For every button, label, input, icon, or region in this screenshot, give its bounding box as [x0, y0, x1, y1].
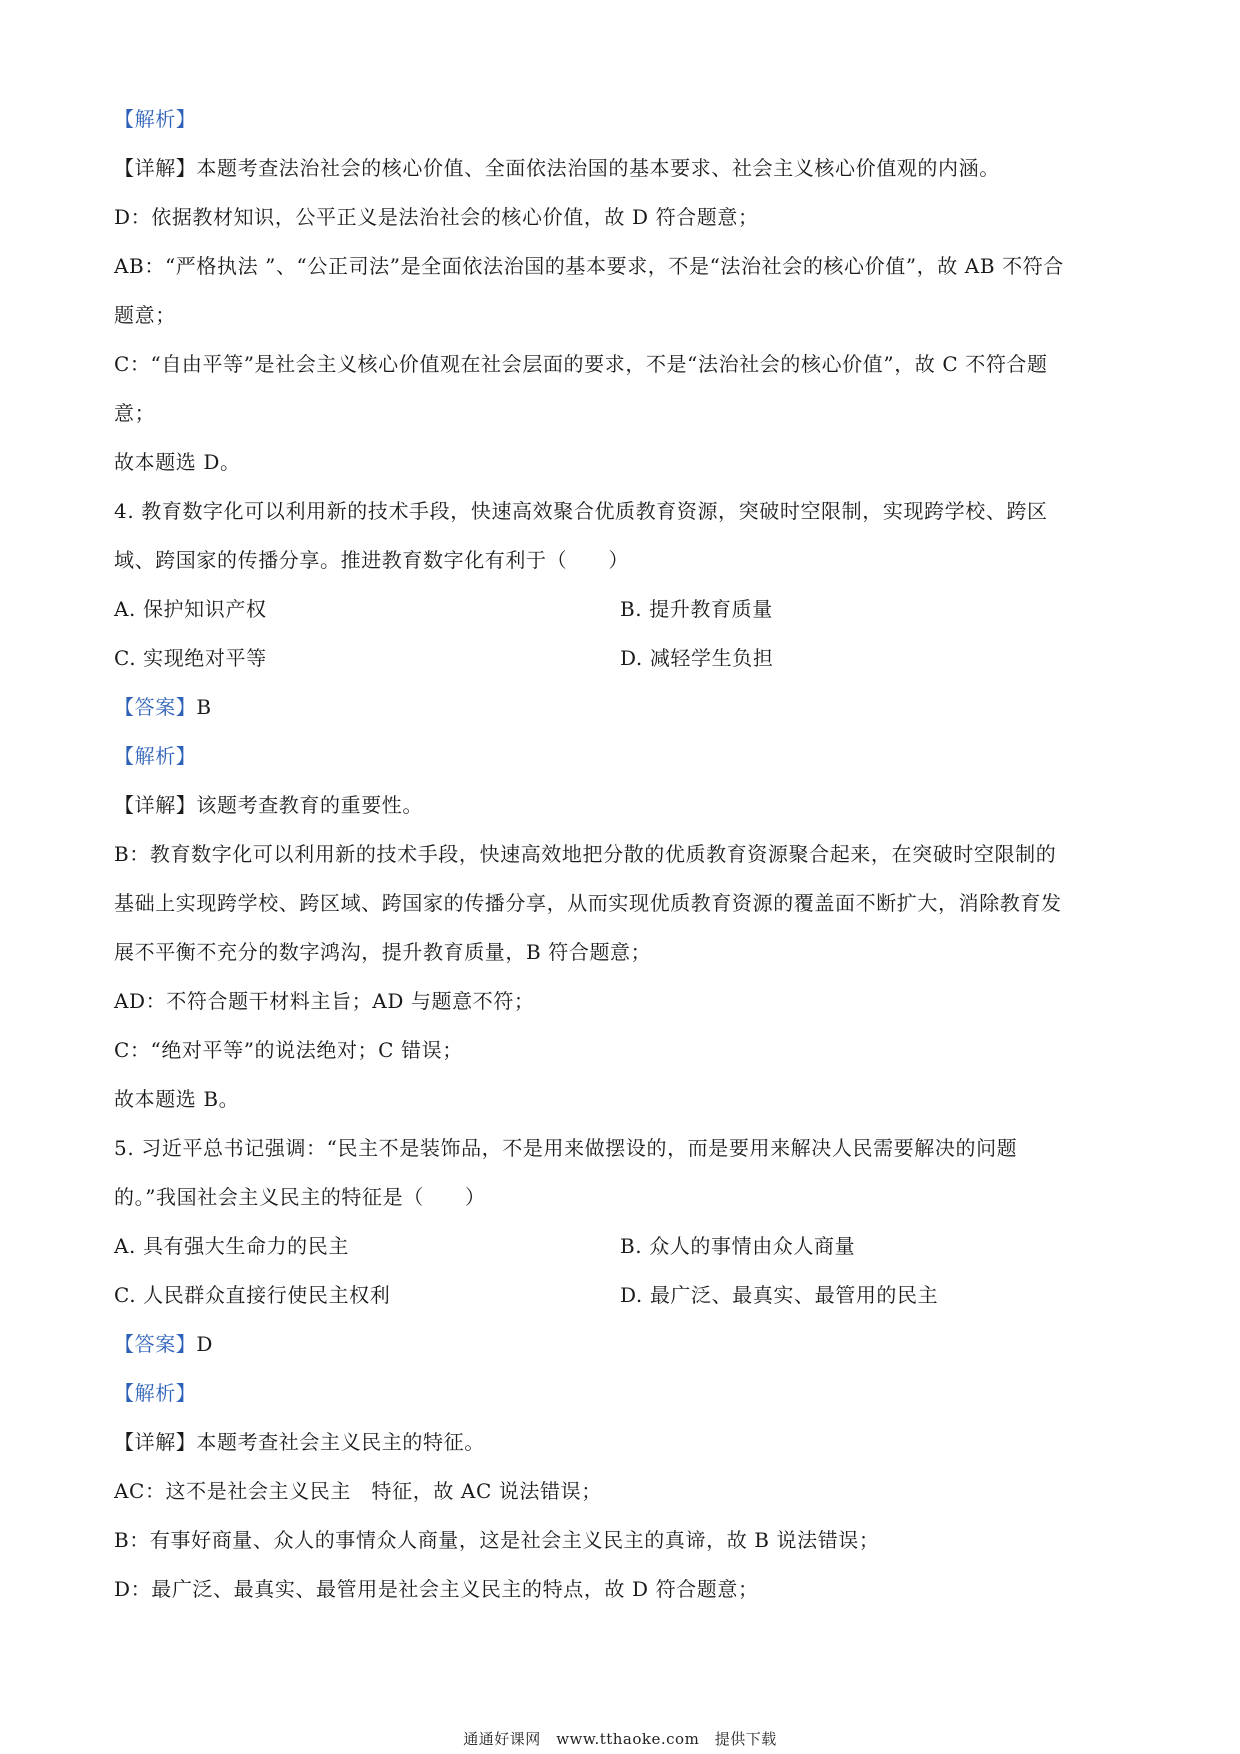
detail-text: 本题考查社会主义民主的特征。 — [196, 1430, 485, 1454]
detail-text: 本题考查法治社会的核心价值、全面依法治国的基本要求、社会主义核心价值观的内涵。 — [196, 156, 1000, 180]
detail-line — [114, 155, 1000, 181]
explanation-line: AD：不符合题干材料主旨；AD 与题意不符； — [114, 989, 535, 1013]
analysis-tag: 【解析】 — [114, 1381, 197, 1405]
explanation-line: D：最广泛、最真实、最管用是社会主义民主的特点，故 D 符合题意； — [114, 1577, 759, 1601]
option-c: C. 实现绝对平等 — [114, 646, 267, 670]
explanation-line: 基础上实现跨学校、跨区域、跨国家的传播分享，从而实现优质教育资源的覆盖面不断扩大，消除教育发 — [114, 891, 1062, 915]
option-a: A. 保护知识产权 — [114, 597, 267, 621]
answer-tag: 【答案】 — [114, 1332, 197, 1356]
answer-tag: 【答案】 — [114, 695, 197, 719]
explanation-line: B：教育数字化可以利用新的技术手段，快速高效地把分散的优质教育资源聚合起来，在突破时空限制的 — [114, 842, 1057, 866]
option-b: B. 提升教育质量 — [620, 597, 773, 621]
explanation-line: 题意； — [114, 303, 176, 327]
answer-line — [114, 1331, 213, 1357]
answer-line — [114, 694, 212, 720]
explanation-line: C：“自由平等”是社会主义核心价值观在社会层面的要求，不是“法治社会的核心价值”，故 C 不符合题 — [114, 352, 1048, 376]
page-footer: 通通好课网 www.tthaoke.com 提供下载 — [463, 1730, 777, 1748]
answer-value: B — [196, 695, 212, 719]
explanation-line: C：“绝对平等”的说法绝对；C 错误； — [114, 1038, 463, 1062]
option-d: D. 减轻学生负担 — [620, 646, 774, 670]
conclusion-line: 故本题选 B。 — [114, 1087, 240, 1111]
analysis-tag: 【解析】 — [114, 744, 197, 768]
detail-tag: 【详解】 — [114, 1430, 197, 1454]
detail-line — [114, 1429, 485, 1455]
explanation-line: AB：“严格执法 ”、“公正司法”是全面依法治国的基本要求，不是“法治社会的核心价值”，故 AB 不符合 — [114, 254, 1064, 278]
option-d: D. 最广泛、最真实、最管用的民主 — [620, 1283, 939, 1307]
answer-value: D — [196, 1332, 214, 1356]
detail-line — [114, 792, 423, 818]
option-b: B. 众人的事情由众人商量 — [620, 1234, 856, 1258]
detail-tag: 【详解】 — [114, 156, 197, 180]
question-stem: 域、跨国家的传播分享。推进教育数字化有利于（ ） — [114, 548, 629, 572]
option-c: C. 人民群众直接行使民主权利 — [114, 1283, 391, 1307]
detail-tag: 【详解】 — [114, 793, 197, 817]
detail-text: 该题考查教育的重要性。 — [196, 793, 424, 817]
explanation-line: D：依据教材知识，公平正义是法治社会的核心价值，故 D 符合题意； — [114, 205, 759, 229]
question-stem: 4. 教育数字化可以利用新的技术手段，快速高效聚合优质教育资源，突破时空限制，实现跨学校、跨区 — [114, 499, 1048, 523]
option-a: A. 具有强大生命力的民主 — [114, 1234, 349, 1258]
question-stem: 5. 习近平总书记强调：“民主不是装饰品，不是用来做摆设的，而是要用来解决人民需要解决的问题 — [114, 1136, 1018, 1160]
explanation-line: 意； — [114, 401, 156, 425]
explanation-line: B：有事好商量、众人的事情众人商量，这是社会主义民主的真谛，故 B 说法错误； — [114, 1528, 880, 1552]
conclusion-line: 故本题选 D。 — [114, 450, 241, 474]
analysis-tag: 【解析】 — [114, 107, 197, 131]
explanation-line: 展不平衡不充分的数字鸿沟，提升教育质量，B 符合题意； — [114, 940, 652, 964]
question-stem: 的。”我国社会主义民主的特征是（ ） — [114, 1185, 486, 1209]
explanation-line: AC：这不是社会主义民主 特征，故 AC 说法错误； — [114, 1479, 602, 1503]
